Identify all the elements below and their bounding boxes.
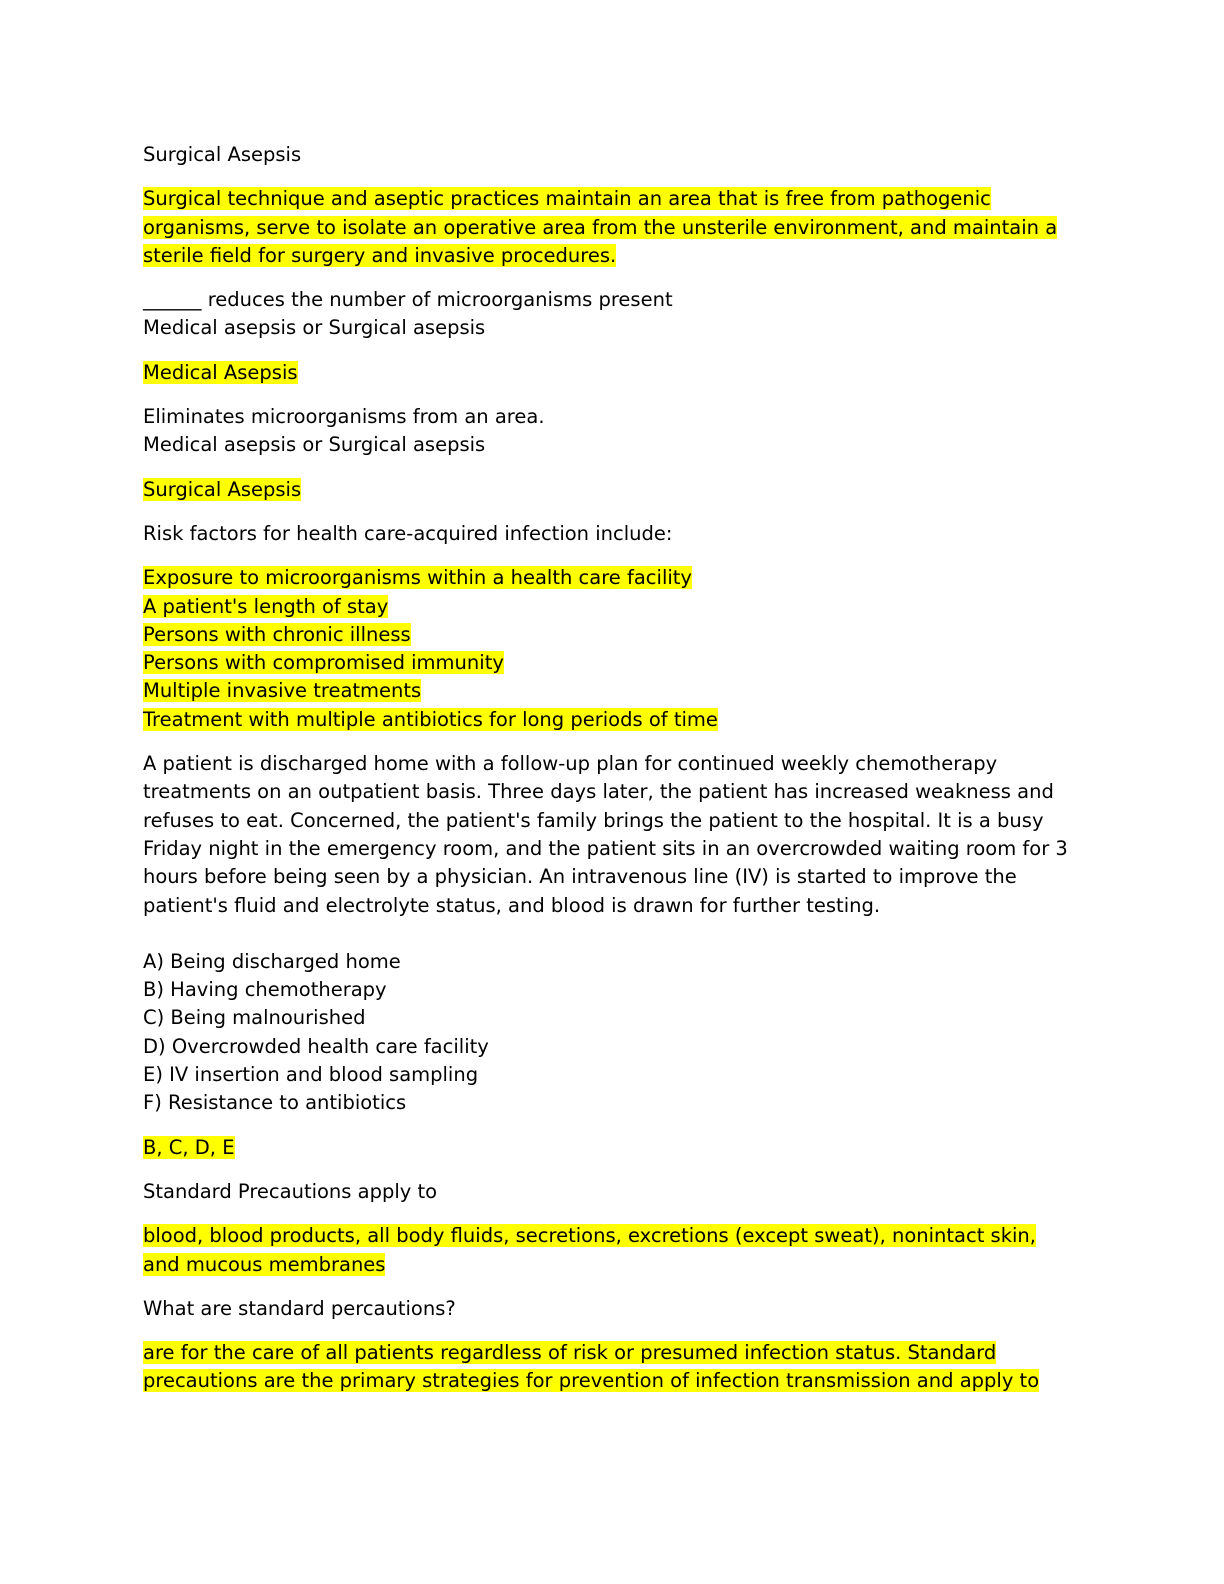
question-line: Medical asepsis or Surgical asepsis xyxy=(143,433,486,457)
option-item: B) Having chemotherapy xyxy=(143,978,387,1002)
answer-4 xyxy=(143,1134,1083,1162)
list-item: Exposure to microorganisms within a health care facility xyxy=(143,566,692,590)
answer-highlight: are for the care of all patients regardless of risk or presumed infection status. Standard xyxy=(143,1341,997,1365)
answer-3-list xyxy=(143,564,1083,734)
answer-highlight: Surgical technique and aseptic practices maintain an area that is free from pathogenic xyxy=(143,187,991,211)
answer-highlight: organisms, serve to isolate an operative area from the unsterile environment, and maintain a xyxy=(143,215,1058,239)
question-5: Standard Precautions apply to xyxy=(143,1179,438,1203)
answer-highlight: blood, blood products, all body fluids, secretions, excretions (except sweat), nonintact skin, xyxy=(143,1224,1036,1248)
definition-answer xyxy=(143,185,1083,270)
question-3: Risk factors for health care-acquired infection include: xyxy=(143,521,673,545)
list-item: Multiple invasive treatments xyxy=(143,679,422,703)
answer-highlight: Surgical Asepsis xyxy=(143,477,302,501)
answer-5 xyxy=(143,1222,1083,1279)
list-item: Treatment with multiple antibiotics for long periods of time xyxy=(143,707,718,731)
answer-highlight: B, C, D, E xyxy=(143,1135,235,1159)
scenario-paragraph: A patient is discharged home with a follow-up plan for continued weekly chemotherapy treatments on an outpatient basis. Three days later, the patient has increased weakness and refuses to eat. Concerned, the patient's family brings the patient to the hospital. It is a busy Friday night in the emergency room, and the patient sits in an overcrowded waiting room for 3 hours before being seen by a physician. An intravenous line (IV) is started to improve the patient's fluid and electrolyte status, and blood is drawn for further testing. xyxy=(143,752,1068,917)
option-item: D) Overcrowded health care facility xyxy=(143,1034,489,1058)
question-line: ______ reduces the number of microorganisms present xyxy=(143,288,673,312)
answer-highlight: Medical Asepsis xyxy=(143,360,298,384)
doc-title: Surgical Asepsis xyxy=(143,143,302,166)
option-item: A) Being discharged home xyxy=(143,949,401,973)
option-item: C) Being malnourished xyxy=(143,1006,366,1030)
question-6: What are standard percautions? xyxy=(143,1296,456,1320)
options-list xyxy=(143,948,1083,1118)
question-line: Eliminates microorganisms from an area. xyxy=(143,405,545,429)
list-item: Persons with compromised immunity xyxy=(143,651,504,675)
option-item: F) Resistance to antibiotics xyxy=(143,1091,407,1115)
option-item: E) IV insertion and blood sampling xyxy=(143,1063,479,1087)
document-page xyxy=(143,141,1083,1412)
list-item: A patient's length of stay xyxy=(143,594,389,618)
question-2 xyxy=(143,403,1083,460)
answer-6 xyxy=(143,1339,1083,1396)
answer-highlight: precautions are the primary strategies for prevention of infection transmission and apply to xyxy=(143,1369,1040,1393)
answer-highlight: sterile field for surgery and invasive procedures. xyxy=(143,243,617,267)
answer-highlight: and mucous membranes xyxy=(143,1252,386,1276)
answer-1 xyxy=(143,359,1083,387)
list-item: Persons with chronic illness xyxy=(143,622,411,646)
question-line: Medical asepsis or Surgical asepsis xyxy=(143,316,486,340)
answer-2 xyxy=(143,476,1083,504)
question-1 xyxy=(143,286,1083,343)
